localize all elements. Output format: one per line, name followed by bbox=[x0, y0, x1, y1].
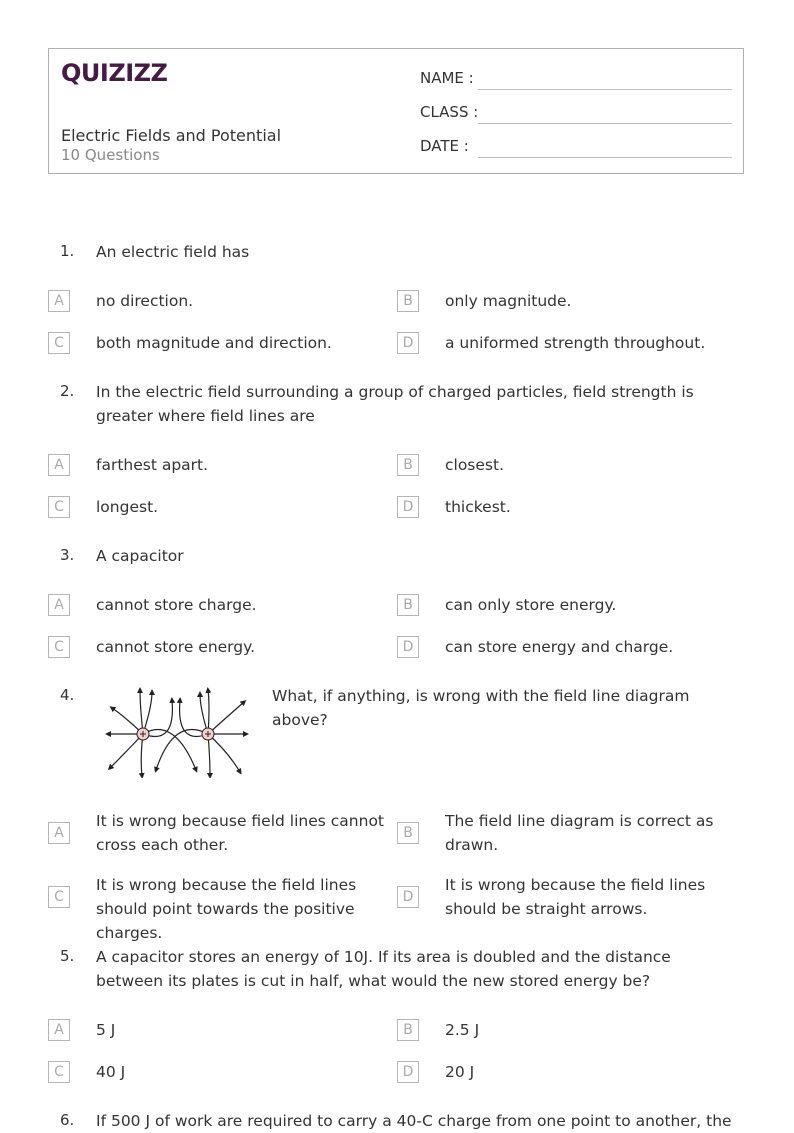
option-text: It is wrong because the field lines should point towards the positive charges. bbox=[96, 876, 357, 942]
option-text: no direction. bbox=[96, 292, 194, 310]
question-number: 6. bbox=[60, 1111, 75, 1129]
option-text: can only store energy. bbox=[445, 596, 617, 614]
option-letter-box[interactable]: C bbox=[48, 1061, 70, 1083]
question-count: 10 Questions bbox=[61, 146, 160, 164]
option-letter-box[interactable]: C bbox=[48, 636, 70, 658]
question-number: 2. bbox=[60, 382, 75, 400]
option-text: 2.5 J bbox=[445, 1021, 480, 1039]
question-number: 3. bbox=[60, 546, 75, 564]
field-line-diagram bbox=[104, 686, 250, 778]
option-letter-box[interactable]: B bbox=[397, 822, 419, 844]
option-letter-box[interactable]: A bbox=[48, 454, 70, 476]
option-letter-box[interactable]: A bbox=[48, 1019, 70, 1041]
date-label: DATE : bbox=[420, 137, 469, 155]
option-text: It is wrong because the field lines should be straight arrows. bbox=[445, 876, 706, 918]
option-letter-box[interactable]: D bbox=[397, 332, 419, 354]
option-text: closest. bbox=[445, 456, 505, 474]
option-text: farthest apart. bbox=[96, 456, 209, 474]
class-label: CLASS : bbox=[420, 103, 479, 121]
class-line[interactable] bbox=[478, 123, 732, 124]
option-text: can store energy and charge. bbox=[445, 638, 674, 656]
option-text: cannot store charge. bbox=[96, 596, 257, 614]
option-letter-box[interactable]: D bbox=[397, 1061, 419, 1083]
question-number: 1. bbox=[60, 242, 75, 260]
option-letter-box[interactable]: A bbox=[48, 822, 70, 844]
option-letter-box[interactable]: B bbox=[397, 594, 419, 616]
option-text: The field line diagram is correct as drawn. bbox=[445, 812, 714, 854]
date-line[interactable] bbox=[478, 157, 732, 158]
option-letter-box[interactable]: C bbox=[48, 332, 70, 354]
question-text: A capacitor bbox=[96, 547, 184, 565]
option-text: 20 J bbox=[445, 1063, 475, 1081]
option-letter-box[interactable]: C bbox=[48, 496, 70, 518]
question-text: If 500 J of work are required to carry a 40-C charge from one point to another, the bbox=[96, 1112, 732, 1130]
option-text: 40 J bbox=[96, 1063, 126, 1081]
option-letter-box[interactable]: B bbox=[397, 1019, 419, 1041]
option-text: only magnitude. bbox=[445, 292, 572, 310]
question-number: 4. bbox=[60, 686, 75, 704]
positive-charge-left bbox=[137, 728, 149, 740]
option-letter-box[interactable]: A bbox=[48, 594, 70, 616]
option-text: cannot store energy. bbox=[96, 638, 256, 656]
question-number: 5. bbox=[60, 947, 75, 965]
option-text: both magnitude and direction. bbox=[96, 334, 332, 352]
option-letter-box[interactable]: B bbox=[397, 290, 419, 312]
option-text: thickest. bbox=[445, 498, 511, 516]
worksheet-header bbox=[48, 48, 744, 174]
option-text: longest. bbox=[96, 498, 159, 516]
option-text: It is wrong because field lines cannot cross each other. bbox=[96, 812, 384, 854]
option-letter-box[interactable]: D bbox=[397, 496, 419, 518]
quizizz-logo: QUIZIZZ bbox=[61, 59, 168, 87]
option-text: a uniformed strength throughout. bbox=[445, 334, 706, 352]
worksheet-title: Electric Fields and Potential bbox=[61, 126, 282, 145]
option-letter-box[interactable]: C bbox=[48, 886, 70, 908]
option-letter-box[interactable]: A bbox=[48, 290, 70, 312]
positive-charge-right bbox=[202, 728, 214, 740]
name-label: NAME : bbox=[420, 69, 474, 87]
question-text: What, if anything, is wrong with the field line diagram above? bbox=[272, 687, 690, 729]
option-letter-box[interactable]: D bbox=[397, 886, 419, 908]
name-line[interactable] bbox=[478, 89, 732, 90]
option-text: 5 J bbox=[96, 1021, 116, 1039]
question-text: An electric field has bbox=[96, 243, 250, 261]
question-text: In the electric field surrounding a group of charged particles, field strength is greater where field lines are bbox=[96, 383, 694, 425]
option-letter-box[interactable]: D bbox=[397, 636, 419, 658]
question-text: A capacitor stores an energy of 10J. If its area is doubled and the distance between its plates is cut in half, what would the new stored energy be? bbox=[96, 948, 671, 990]
option-letter-box[interactable]: B bbox=[397, 454, 419, 476]
